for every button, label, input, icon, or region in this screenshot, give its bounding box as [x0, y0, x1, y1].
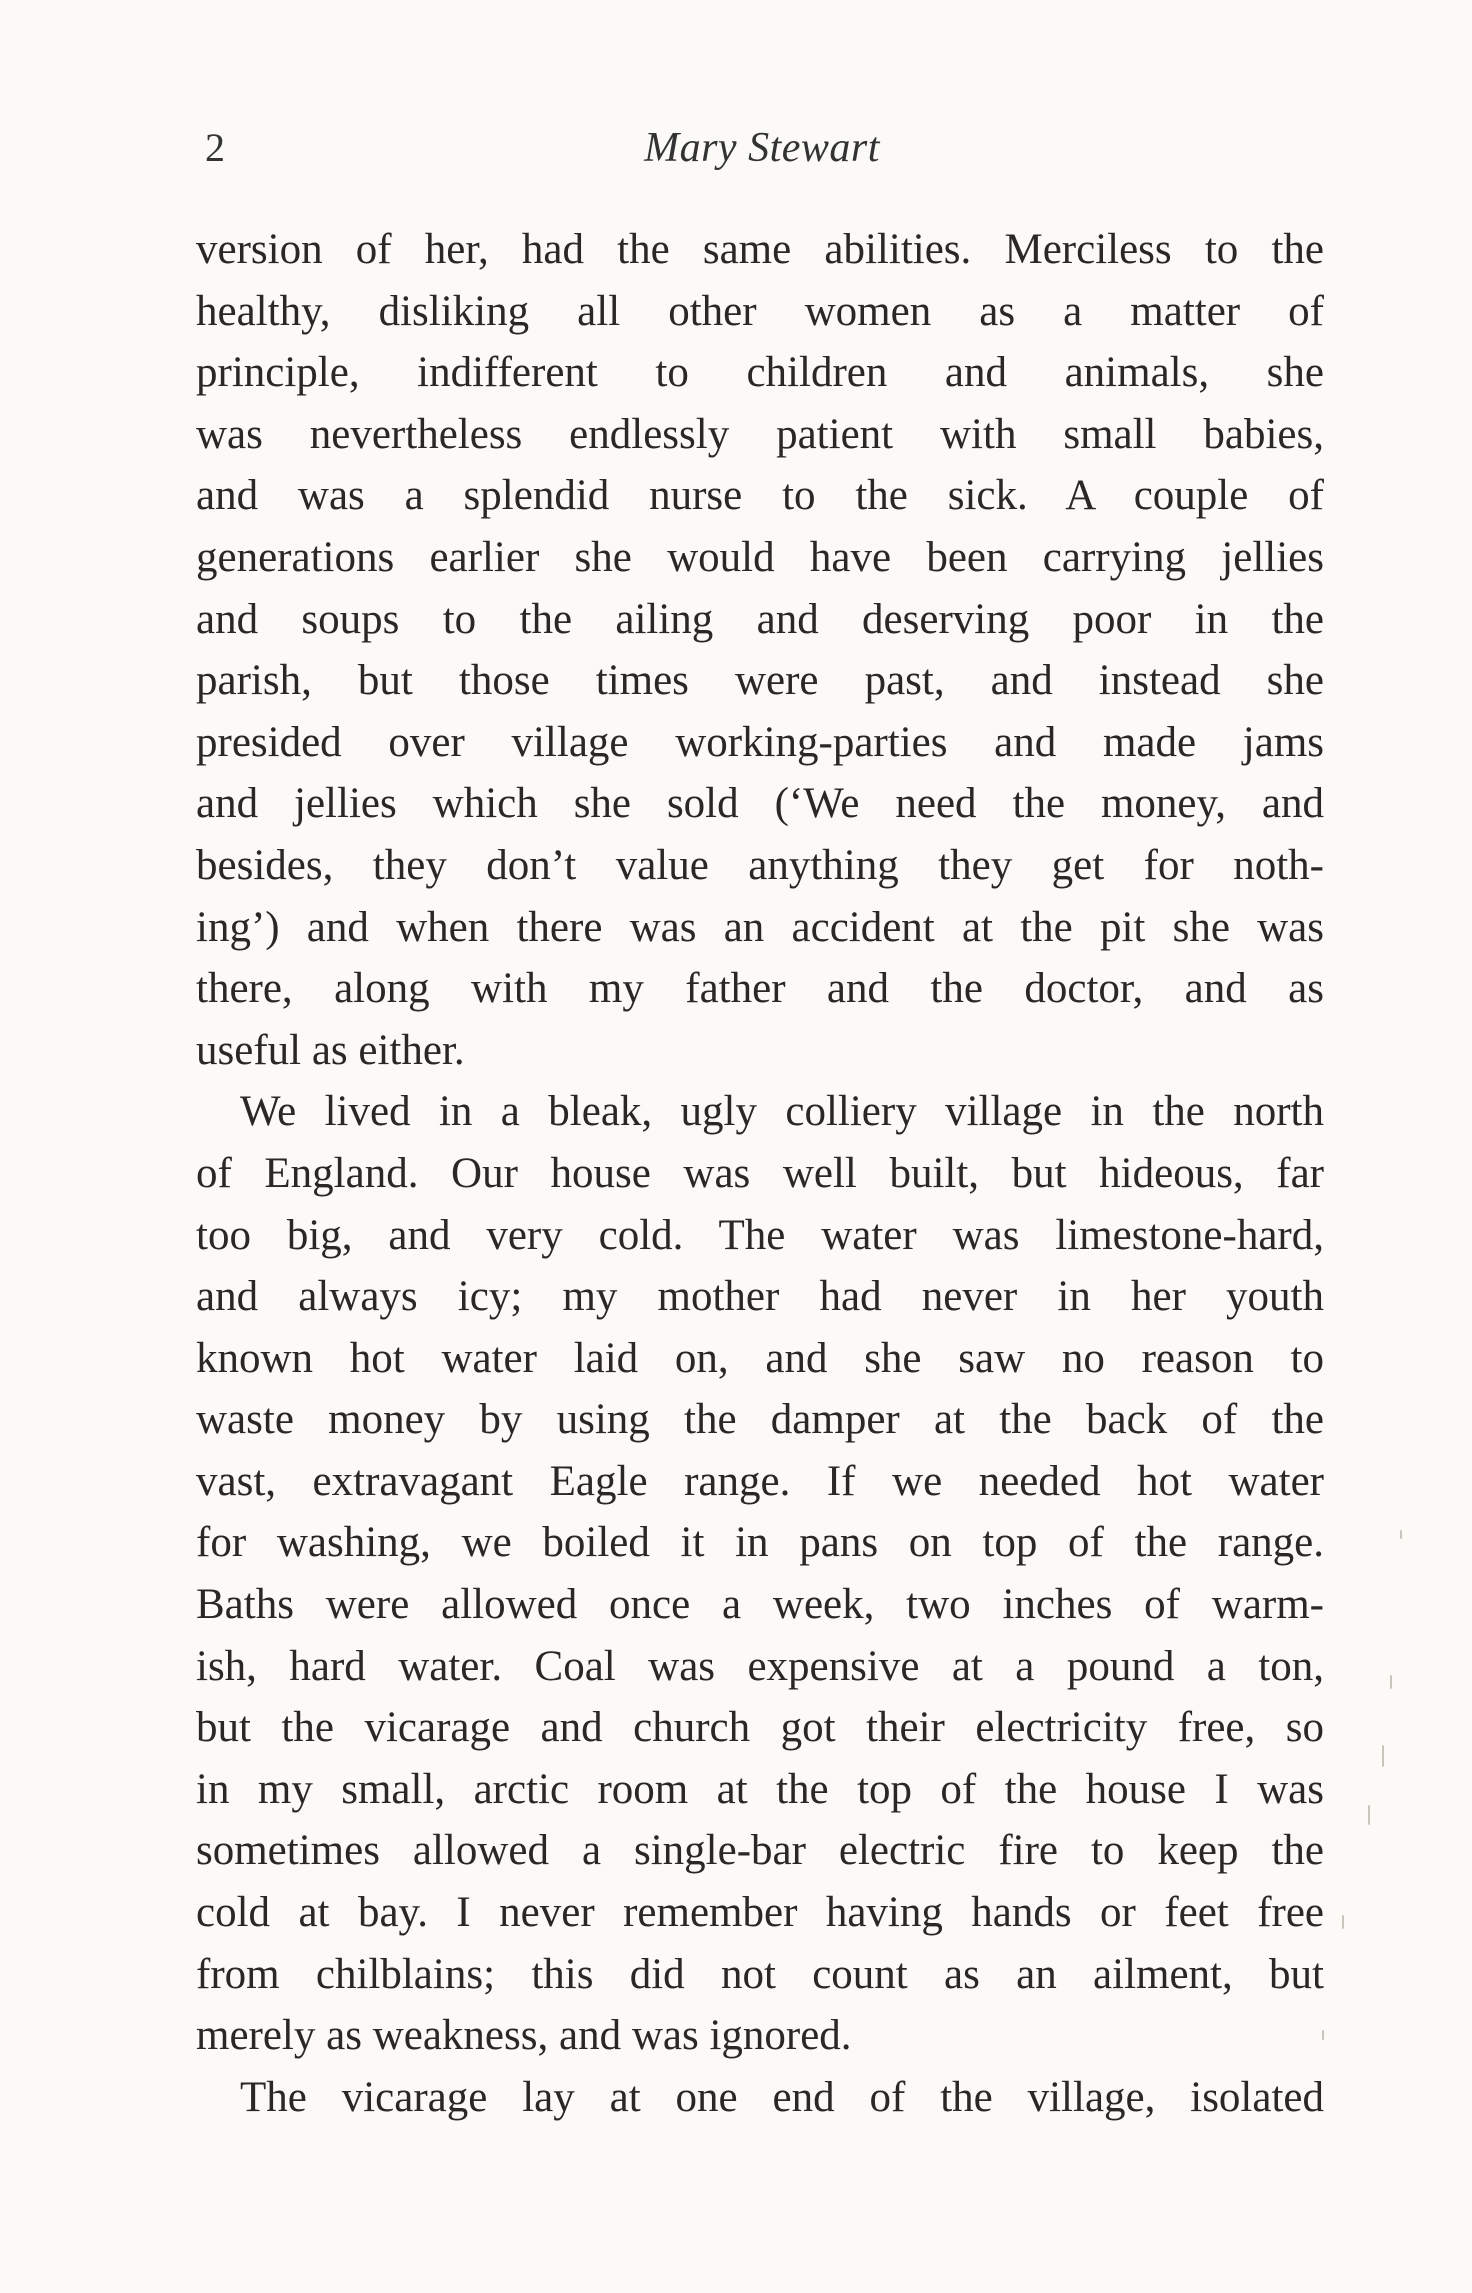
text-line: merely as weakness, and was ignored.: [196, 2012, 852, 2060]
text-line: and soups to the ailing and deserving poor in the: [196, 595, 1324, 643]
text-line: and always icy; my mother had never in her youth: [196, 1273, 1324, 1321]
text-line: The vicarage lay at one end of the village, isolated: [240, 2073, 1324, 2121]
text-line: sometimes allowed a single-bar electric fire to keep the: [196, 1827, 1324, 1875]
text-line: generations earlier she would have been carrying jellies: [196, 533, 1324, 581]
text-line: We lived in a bleak, ugly colliery village in the north: [240, 1088, 1324, 1136]
running-head: [200, 118, 1324, 178]
body-text: [196, 219, 1324, 2128]
running-head-author: Mary Stewart: [644, 125, 880, 171]
page-number: 2: [205, 125, 225, 170]
text-line: besides, they don’t value anything they get for noth-: [196, 841, 1324, 889]
scan-speck: [1390, 1675, 1392, 1689]
text-line: principle, indifferent to children and animals, she: [196, 349, 1324, 397]
text-line: cold at bay. I never remember having hands or feet free: [196, 1889, 1324, 1937]
text-line: too big, and very cold. The water was limestone-hard,: [196, 1211, 1324, 1259]
text-line: waste money by using the damper at the back of the: [196, 1396, 1324, 1444]
text-line: Baths were allowed once a week, two inches of warm-: [196, 1581, 1324, 1629]
text-line: useful as either.: [196, 1026, 465, 1074]
text-line: was nevertheless endlessly patient with small babies,: [196, 410, 1324, 458]
scan-speck: [1342, 1915, 1344, 1929]
text-line: parish, but those times were past, and instead she: [196, 657, 1324, 705]
text-line: presided over village working-parties and made jams: [196, 718, 1324, 766]
text-line: known hot water laid on, and she saw no reason to: [196, 1334, 1324, 1382]
text-line: vast, extravagant Eagle range. If we needed hot water: [196, 1457, 1324, 1505]
text-line: ish, hard water. Coal was expensive at a pound a ton,: [196, 1642, 1324, 1690]
text-line: for washing, we boiled it in pans on top of the range.: [196, 1519, 1324, 1567]
scan-speck: [1400, 1530, 1402, 1539]
text-line: there, along with my father and the doctor, and as: [196, 965, 1324, 1013]
text-line: from chilblains; this did not count as an ailment, but: [196, 1950, 1324, 1998]
text-line: and was a splendid nurse to the sick. A couple of: [196, 472, 1324, 520]
text-line: and jellies which she sold (‘We need the money, and: [196, 780, 1324, 828]
scan-speck: [1382, 1745, 1384, 1767]
text-line: but the vicarage and church got their electricity free, so: [196, 1704, 1324, 1752]
scan-speck: [1322, 2030, 1324, 2040]
scan-speck: [1368, 1805, 1370, 1825]
text-line: of England. Our house was well built, but hideous, far: [196, 1149, 1324, 1197]
text-line: in my small, arctic room at the top of the house I was: [196, 1765, 1324, 1813]
text-line: healthy, disliking all other women as a matter of: [196, 287, 1324, 335]
text-line: version of her, had the same abilities. Merciless to the: [196, 226, 1324, 273]
text-line: ing’) and when there was an accident at the pit she was: [196, 903, 1324, 951]
